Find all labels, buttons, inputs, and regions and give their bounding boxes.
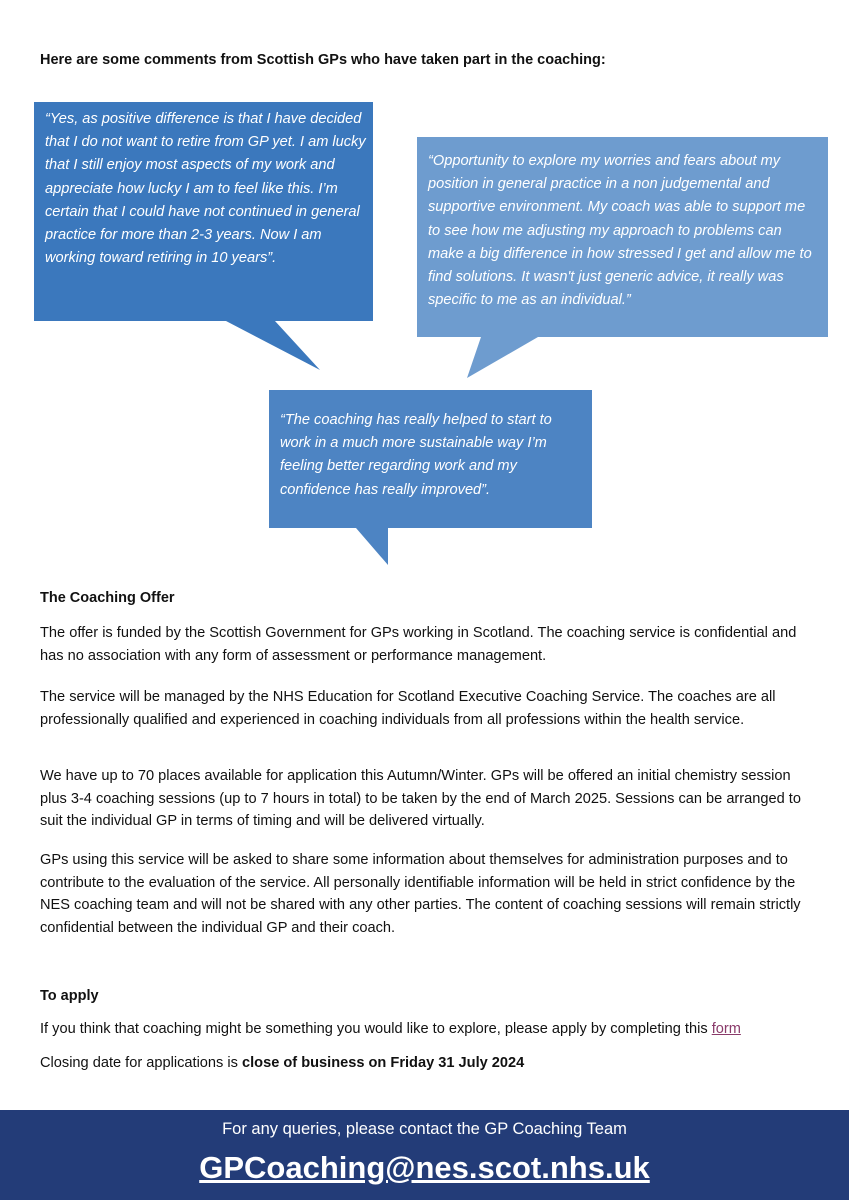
contact-email-link[interactable]: GPCoaching@nes.scot.nhs.uk xyxy=(199,1150,650,1185)
offer-paragraph-1: The offer is funded by the Scottish Government for GPs working in Scotland. The coaching service is confidential and has no association with any form of assessment or performance management. xyxy=(40,625,797,664)
offer-paragraph-4: GPs using this service will be asked to share some information about themselves for administration purposes and to contribute to the evaluation of the service. All personally identifiable information will be held in strict confidence by the NES coaching team and will not be shared with any other parties. The content of coaching sessions will remain strictly confidential between the individual GP and their coach. xyxy=(40,852,801,937)
to-apply-heading: To apply xyxy=(40,988,99,1004)
closing-date-value: close of business on Friday 31 July 2024 xyxy=(242,1055,525,1071)
intro-heading: Here are some comments from Scottish GPs who have taken part in the coaching: xyxy=(40,52,606,68)
offer-paragraph-2: The service will be managed by the NHS Education for Scotland Executive Coaching Service. The coaches are all professionally qualified and experienced in coaching individuals from all professions within the health service. xyxy=(40,689,776,728)
quote-2: “Opportunity to explore my worries and fears about my position in general practice in a non judgemental and supportive environment. My coach was able to support me to see how me adjusting my approach to problems can make a big difference in how stressed I get and allow me to find solutions. It wasn't just generic advice, it really was specific to me as an individual.” xyxy=(428,153,812,309)
footer-contact-text: For any queries, please contact the GP Coaching Team xyxy=(222,1120,627,1138)
footer-banner xyxy=(0,1110,849,1200)
closing-date-prefix: Closing date for applications is xyxy=(40,1055,242,1071)
closing-date xyxy=(40,1055,524,1071)
apply-text: If you think that coaching might be something you would like to explore, please apply by completing this xyxy=(40,1021,712,1037)
coaching-offer-heading: The Coaching Offer xyxy=(40,590,175,606)
apply-instructions xyxy=(40,1021,741,1037)
quote-1: “Yes, as positive difference is that I have decided that I do not want to retire from GP yet. I am lucky that I still enjoy most aspects of my work and appreciate how lucky I am to feel like this. I’m certain that I could have not continued in general practice for more than 2-3 years. Now I am working toward retiring in 10 years”. xyxy=(45,111,366,267)
quote-3: “The coaching has really helped to start to work in a much more sustainable way I’m feeling better regarding work and my confidence has really improved”. xyxy=(280,412,552,498)
offer-paragraph-3: We have up to 70 places available for application this Autumn/Winter. GPs will be offered an initial chemistry session plus 3-4 coaching sessions (up to 7 hours in total) to be taken by the end of March 2025. Sessions can be arranged to suit the individual GP in terms of timing and will be delivered virtually. xyxy=(40,768,801,830)
form-link[interactable]: form xyxy=(711,1021,741,1037)
